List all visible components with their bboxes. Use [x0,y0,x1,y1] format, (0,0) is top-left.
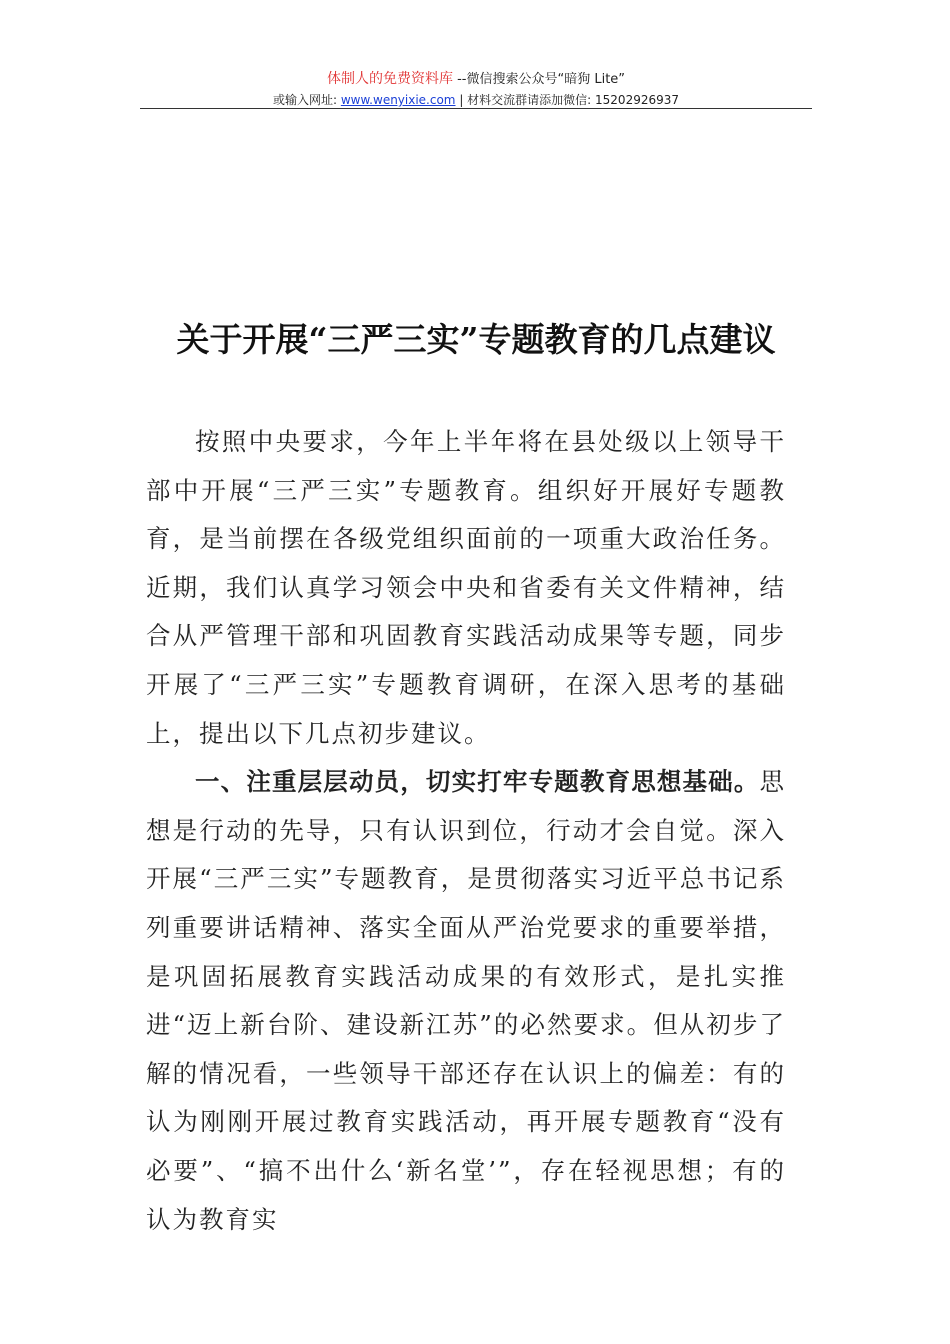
header-url-prefix: 或输入网址: [272,93,341,107]
paragraph-intro: 按照中央要求，今年上半年将在县处级以上领导干部中开展“三严三实”专题教育。组织好开展好专题教育，是当前摆在各级党组织面前的一项重大政治任务。近期，我们认真学习领会中央和省委有关文件精神，结合从严管理干部和巩固教育实践活动成果等专题，同步开展了“三严三实”专题教育调研，在深入思考的基础上，提出以下几点初步建议。 [146,427,786,748]
header-line-1 [140,68,812,91]
page-header [140,68,812,109]
header-wechat-text: --微信搜索公众号“暗狗 Lite” [452,72,626,87]
section-1-heading: 一、注重层层动员，切实打牢专题教育思想基础。 [195,767,760,797]
document-title: 关于开展“三严三实”专题教育的几点建议 [176,320,776,359]
paragraph-section-1 [146,758,786,1244]
header-line-2 [140,91,812,109]
header-brand-text: 体制人的免费资料库 [326,71,453,87]
header-divider [140,108,812,109]
section-1-text: 思想是行动的先导，只有认识到位，行动才会自觉。深入开展“三严三实”专题教育，是贯彻落实习近平总书记系列重要讲话精神、落实全面从严治党要求的重要举措，是巩固拓展教育实践活动成果的有效形式，是扎实推进“迈上新台阶、建设新江苏”的必然要求。但从初步了解的情况看，一些领导干部还存在认识上的偏差：有的认为刚刚开展过教育实践活动，再开展专题教育“没有必要”、“搞不出什么‘新名堂’”，存在轻视思想；有的认为教育实 [146,767,786,1234]
header-contact-text: | 材料交流群请添加微信: 15202926937 [455,93,680,107]
document-body [146,418,786,1244]
website-link[interactable]: www.wenyixie.com [340,93,456,107]
